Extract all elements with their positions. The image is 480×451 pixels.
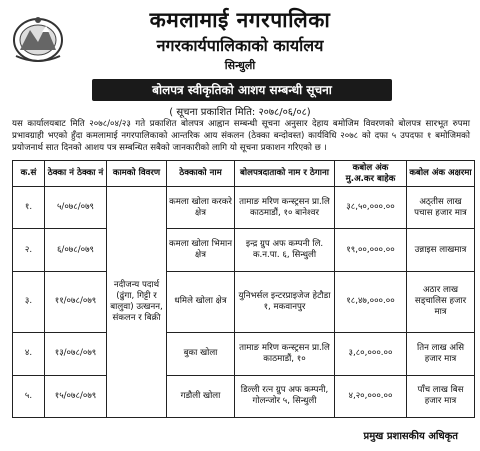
header-amount: कबोल अंक मु.अ.कर बाहेक [335, 161, 407, 187]
row-amount: ३८,५०,०००.०० [335, 187, 407, 229]
table-row [13, 187, 475, 229]
row-amount: ४,२०,०००.०० [335, 375, 407, 418]
row-contract-no: १५/०७८/०७९ [45, 375, 107, 418]
header-contract-name: ठेक्काको नाम [167, 161, 235, 187]
row-bidder: तामाङ मरिण कन्स्ट्रसन प्रा.लि काठमाडौं, १० बानेश्वर [235, 187, 335, 229]
table-row [13, 375, 475, 418]
row-contract-no: १३/०७८/०७९ [45, 333, 107, 375]
intro-paragraph: यस कार्यालयबाट मिति २०७८/०४/२३ गते प्रकाशित बोलपत्र आह्वान सम्बन्धी सूचना अनुसार देहाय बमोजिम विवरणको बोलपत्र सारभूत रुपमा प्रभावग्राही भएको हुँदा कमलामाई नगरपालिकाको आन्तरिक आय संकलन (ठेक्का बन्दोवस्त) कार्यविधि २०७८ को दफा ५ उपदफा १ बमोजिमको प्रयोजनार्थ सात दिनको आशय पत्र सम्बन्धित सबैको जानकारीको लागि यो सूचना प्रकाशन गरिएको छ । [12, 119, 470, 153]
table-row [13, 333, 475, 375]
row-sn: ५. [13, 375, 45, 418]
municipality-title: कमलामाई नगरपालिका [149, 8, 331, 32]
row-contract-no: ६/०७८/०७९ [45, 229, 107, 271]
row-amount: ३,८०,०००.०० [335, 333, 407, 375]
contracts-table [12, 160, 475, 418]
row-contract-name: धमिले खोला क्षेत्र [167, 271, 235, 332]
row-sn: १. [13, 187, 45, 229]
row-contract-name: कमला खोला भिमान क्षेत्र [167, 229, 235, 271]
header-bidder: बोलपत्रदाताको नाम र ठेगाना [235, 161, 335, 187]
header-amount-words: कबोल अंक अक्षरमा [407, 161, 475, 187]
signatory-label: प्रमुख प्रशासकीय अधिकृत [363, 431, 458, 442]
header-contract-no: ठेक्का नं ठेक्का नं [45, 161, 107, 187]
header-work-description: कामको विवरण [107, 161, 167, 187]
row-amount: १९,००,०००.०० [335, 229, 407, 271]
row-amount-words: पाँच लाख बिस हजार मात्र [407, 375, 475, 418]
work-description-cell: नदीजन्य पदार्थ (ढुंगा, गिट्टी र बालुवा) उत्खनन, संकलन र बिक्री [107, 187, 167, 418]
row-contract-name: बुका खोला [167, 333, 235, 375]
row-bidder: तामाङ मरिण कन्स्ट्रसन प्रा.लि काठमाडौं, १० [235, 333, 335, 375]
header-sn: क.सं [13, 161, 45, 187]
row-amount-words: अठ्तीस लाख पचास हजार मात्र [407, 187, 475, 229]
table-row [13, 271, 475, 332]
row-bidder: डिल्ली रत्न ग्रुप अफ कम्पनी, गोलन्जोर ५, सिन्धुली [235, 375, 335, 418]
notice-title-banner: बोलपत्र स्वीकृतिको आशय सम्बन्धी सूचना [92, 79, 392, 101]
published-date: ( सूचना प्रकाशित मिति: २०७८/०६/०८) [169, 107, 311, 118]
table-row [13, 229, 475, 271]
row-sn: ४. [13, 333, 45, 375]
row-contract-name: कमला खोला करकरे क्षेत्र [167, 187, 235, 229]
row-contract-no: ५/०७८/०७९ [45, 187, 107, 229]
row-bidder: इन्द्र ग्रुप अफ कम्पनी लि. क.न.पा. ६, सिन्धुली [235, 229, 335, 271]
row-sn: २. [13, 229, 45, 271]
row-amount-words: अठार लाख सड्चालिस हजार मात्र [407, 271, 475, 332]
row-bidder: युनिभर्सल इन्टरप्राइजेज हेटौडा १, मकवानपुर [235, 271, 335, 332]
office-title: नगरकार्यपालिकाको कार्यालय [156, 36, 324, 55]
row-sn: ३. [13, 271, 45, 332]
row-amount: १८,४७,०००.०० [335, 271, 407, 332]
row-contract-name: गडौली खोला [167, 375, 235, 418]
row-contract-no: ११/०७८/०७९ [45, 271, 107, 332]
location-label: सिन्धुली [224, 59, 256, 72]
row-amount-words: उन्नाइस लाखमात्र [407, 229, 475, 271]
row-amount-words: तिन लाख असि हजार मात्र [407, 333, 475, 375]
